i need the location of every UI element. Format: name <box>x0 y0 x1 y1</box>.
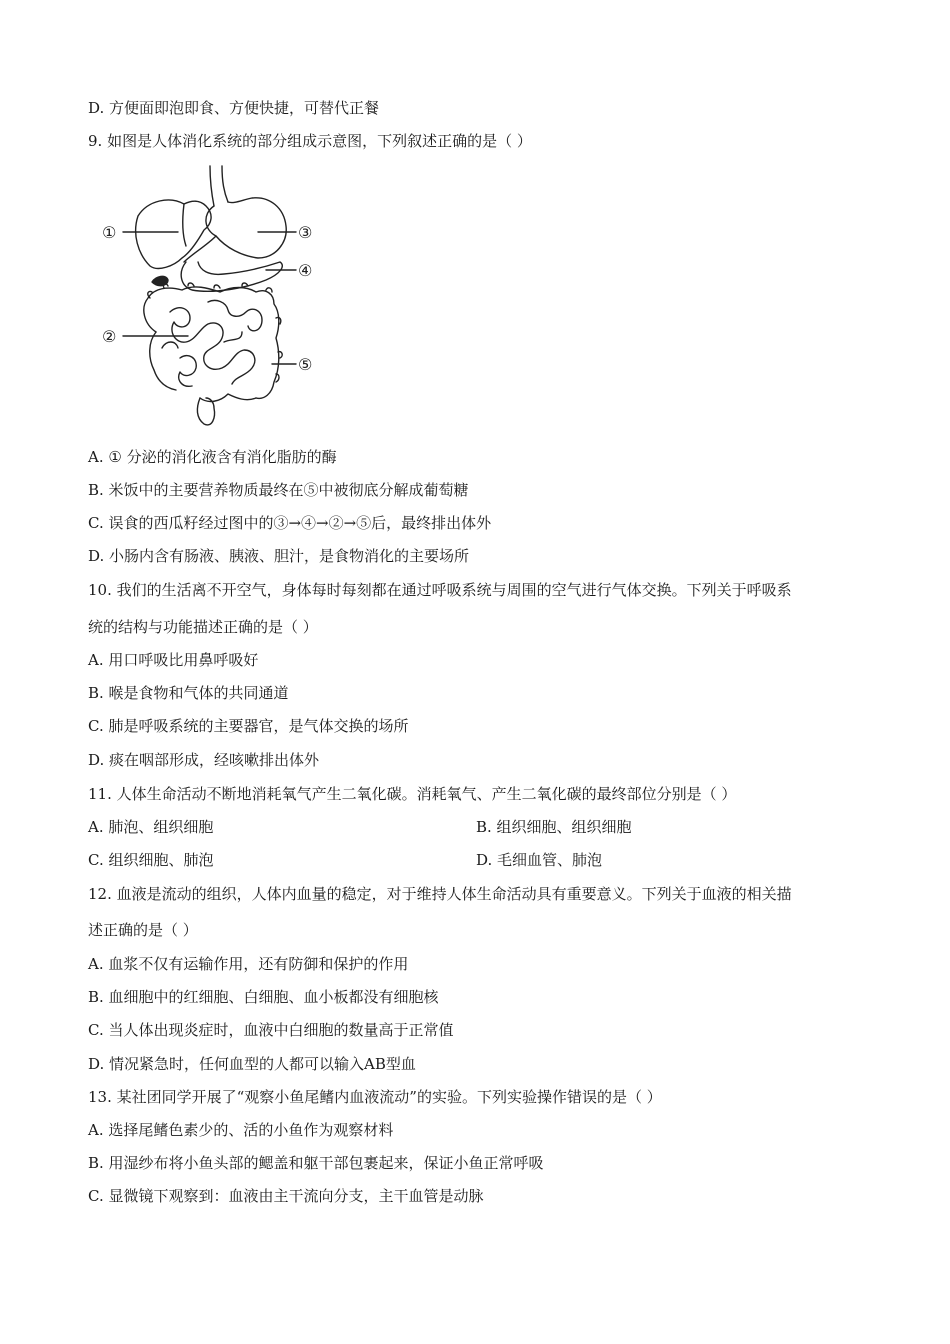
q10-option-b: B. 喉是食物和气体的共同通道 <box>88 684 289 702</box>
q9-option-c: C. 误食的西瓜籽经过图中的③→④→②→⑤后，最终排出体外 <box>88 514 492 532</box>
figure-label-4: ④ <box>298 261 313 280</box>
liver-shape <box>136 200 211 268</box>
q13-option-c: C. 显微镜下观察到：血液由主干流向分支，主干血管是动脉 <box>88 1187 484 1205</box>
q10-stem-line2: 统的结构与功能描述正确的是（ ） <box>88 618 318 636</box>
q12-option-b: B. 血细胞中的红细胞、白细胞、血小板都没有细胞核 <box>88 988 439 1006</box>
q10-stem-line1: 10. 我们的生活离不开空气，身体每时每刻都在通过呼吸系统与周围的空气进行气体交换。下列关于呼吸系 <box>88 581 792 599</box>
q12-option-d: D. 情况紧急时，任何血型的人都可以输入AB型血 <box>88 1055 416 1073</box>
q11-option-d: D. 毛细血管、肺泡 <box>476 851 603 869</box>
figure-label-3: ③ <box>298 223 313 242</box>
q9-stem: 9. 如图是人体消化系统的部分组成示意图，下列叙述正确的是（ ） <box>88 132 532 150</box>
q8-option-d: D. 方便面即泡即食、方便快捷，可替代正餐 <box>88 99 380 117</box>
q11-option-b: B. 组织细胞、组织细胞 <box>476 818 632 836</box>
q9-option-a: A. ① 分泌的消化液含有消化脂肪的酶 <box>88 448 337 466</box>
q11-option-a: A. 肺泡、组织细胞 <box>88 818 214 836</box>
esophagus-shape <box>210 166 228 206</box>
digestive-system-diagram <box>96 162 331 430</box>
q13-option-b: B. 用湿纱布将小鱼头部的鳃盖和躯干部包裹起来，保证小鱼正常呼吸 <box>88 1154 544 1172</box>
q10-option-d: D. 痰在咽部形成，经咳嗽排出体外 <box>88 751 320 769</box>
q11-stem: 11. 人体生命活动不断地消耗氧气产生二氧化碳。消耗氧气、产生二氧化碳的最终部位分别是（ ） <box>88 785 737 803</box>
small-intestine-shape <box>170 308 255 384</box>
q12-stem-line1: 12. 血液是流动的组织，人体内血量的稳定，对于维持人体生命活动具有重要意义。下列关于血液的相关描 <box>88 885 792 903</box>
q9-option-b: B. 米饭中的主要营养物质最终在⑤中被彻底分解成葡萄糖 <box>88 481 469 499</box>
colon-shape <box>144 287 279 398</box>
q12-option-a: A. 血浆不仅有运输作用，还有防御和保护的作用 <box>88 955 409 973</box>
rectum-shape <box>197 398 214 425</box>
q13-stem: 13. 某社团同学开展了“观察小鱼尾鳍内血液流动”的实验。下列实验操作错误的是（ ） <box>88 1088 662 1106</box>
q12-stem-line2: 述正确的是（ ） <box>88 921 198 939</box>
q13-option-a: A. 选择尾鳍色素少的、活的小鱼作为观察材料 <box>88 1121 394 1139</box>
figure-label-1: ① <box>102 223 117 242</box>
figure-label-5: ⑤ <box>298 355 313 374</box>
digestive-system-figure <box>96 162 331 430</box>
figure-label-2: ② <box>102 327 117 346</box>
q9-option-d: D. 小肠内含有肠液、胰液、胆汁，是食物消化的主要场所 <box>88 547 470 565</box>
q12-option-c: C. 当人体出现炎症时，血液中白细胞的数量高于正常值 <box>88 1021 454 1039</box>
q11-option-c: C. 组织细胞、肺泡 <box>88 851 214 869</box>
q10-option-a: A. 用口呼吸比用鼻呼吸好 <box>88 651 259 669</box>
stomach-shape <box>206 198 286 258</box>
q10-option-c: C. 肺是呼吸系统的主要器官，是气体交换的场所 <box>88 717 409 735</box>
